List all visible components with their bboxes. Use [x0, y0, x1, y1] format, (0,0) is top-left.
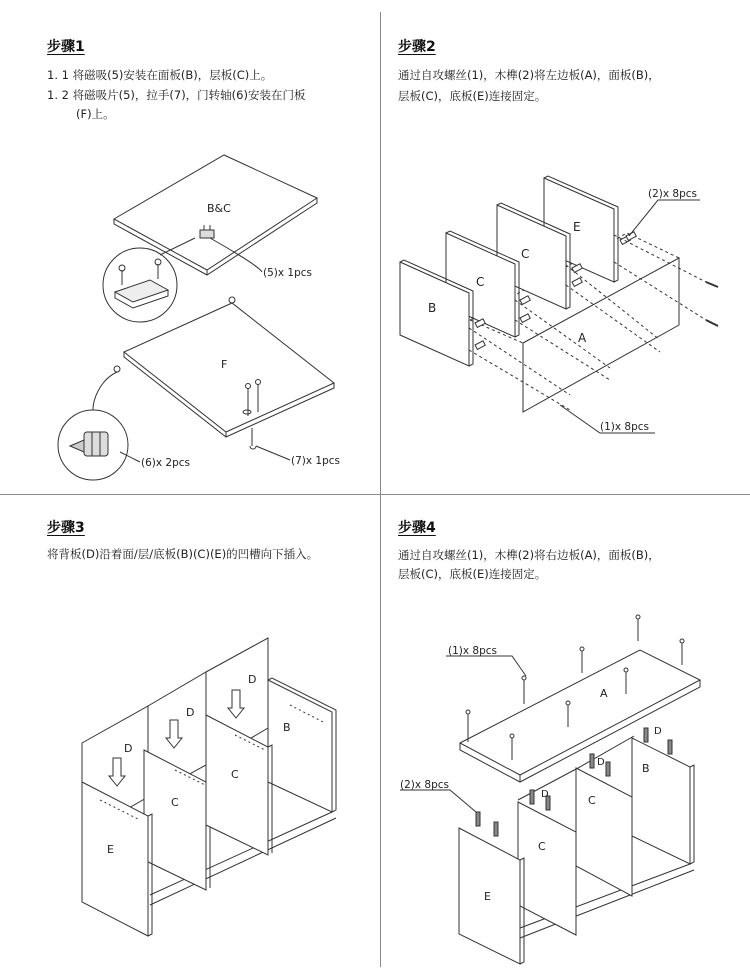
label-c2: C — [521, 247, 530, 261]
label-d1-step4: D — [541, 789, 549, 800]
label-a: A — [578, 331, 587, 345]
label-c1-step4: C — [538, 840, 546, 853]
label-c2-step4: C — [588, 794, 596, 807]
divider-c-step4-2 — [576, 768, 632, 896]
step2-title: 步骤2 — [398, 39, 436, 55]
callout-2-step4: (2)x 8pcs — [400, 779, 450, 791]
callout-1-step2: (1)x 8pcs — [600, 421, 650, 433]
side-panel-b-step4 — [632, 738, 690, 864]
step1-title: 步骤1 — [47, 39, 85, 55]
step1-line3: (F)上。 — [76, 107, 115, 121]
label-e: E — [573, 220, 581, 234]
step4-title: 步骤4 — [398, 520, 436, 536]
step4-line2: 层板(C)，底板(E)连接固定。 — [398, 567, 547, 581]
callout-2-step2: (2)x 8pcs — [648, 188, 698, 200]
side-panel-b — [268, 680, 332, 812]
front-panel-e — [82, 782, 148, 936]
label-c1-step3: C — [171, 796, 179, 809]
callout-7: (7)x 1pcs — [291, 455, 341, 467]
label-c2-step3: C — [231, 768, 239, 781]
label-c1: C — [476, 275, 485, 289]
label-d1: D — [124, 742, 133, 755]
label-d3: D — [248, 673, 257, 686]
step4-line1: 通过自攻螺丝(1)，木榫(2)将右边板(A)，面板(B)， — [398, 548, 660, 562]
divider-c1 — [144, 750, 206, 890]
step2-line2: 层板(C)，底板(E)连接固定。 — [398, 89, 547, 103]
label-d2: D — [186, 706, 195, 719]
callout-5: (5)x 1pcs — [263, 267, 313, 279]
divider-c2 — [206, 715, 268, 855]
label-e-step4: E — [484, 890, 491, 903]
step1-drawing — [58, 155, 334, 480]
callout-6: (6)x 2pcs — [141, 457, 191, 469]
step3-drawing — [82, 638, 336, 936]
label-f: F — [221, 358, 228, 371]
label-e-step3: E — [107, 843, 114, 856]
step3-title: 步骤3 — [47, 520, 85, 536]
step3-line1: 将背板(D)沿着面/层/底板(B)(C)(E)的凹槽向下插入。 — [47, 547, 319, 561]
step2-line1: 通过自攻螺丝(1)，木榫(2)将左边板(A)，面板(B)， — [398, 68, 660, 82]
label-b-step4: B — [642, 762, 650, 775]
step1-line2: 1. 2 将磁吸片(5)，拉手(7)，门转轴(6)安装在门板 — [47, 88, 306, 102]
step1-line1: 1. 1 将磁吸(5)安装在面板(B)，层板(C)上。 — [47, 68, 273, 82]
label-b-step3: B — [283, 721, 291, 734]
callout-1-step4: (1)x 8pcs — [448, 645, 498, 657]
label-bc: B&C — [207, 202, 231, 215]
magnet-part — [200, 230, 214, 238]
step2-drawing — [400, 176, 718, 433]
divider-c-step4-1 — [518, 802, 576, 935]
label-d2-step4: D — [597, 757, 605, 768]
label-a-step4: A — [600, 687, 608, 700]
label-d3-step4: D — [654, 726, 662, 737]
panel-f — [124, 303, 334, 432]
label-b: B — [428, 301, 437, 315]
